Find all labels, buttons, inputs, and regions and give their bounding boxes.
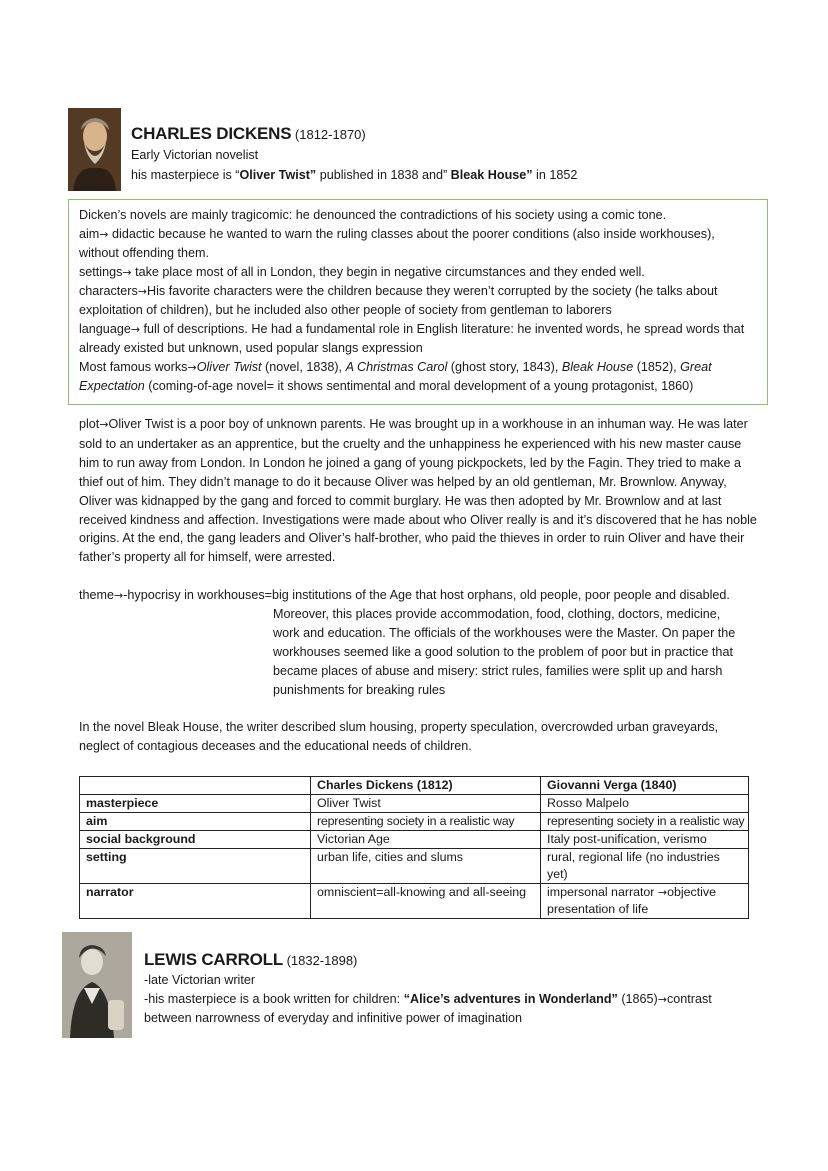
arrow-icon: →: [99, 418, 109, 431]
arrow-icon: →: [137, 285, 148, 298]
carroll-heading: [144, 950, 357, 971]
language-text: full of descriptions. He had a fundamental role in English literature: he invented words, he spread words that already existed but unknown, used popular slangs expression: [79, 322, 745, 355]
plot-text: Oliver Twist is a poor boy of unknown parents. He was brought up in a workhouse in an inhuman way. He was later sold to an undertaker as an apprentice, but the cruelty and the unhappiness he experienced with his new master cause him to run away from London. In London he joined a gang of young pickpockets, led by the Fagin. They tried to make a thief out of him. They didn’t manage to do it because Oliver was helped by an old gentleman, Mr. Brownlow. Anyway, Oliver was kidnapped by the gang and forced to commit burglary. He was then adopted by Mr. Brownlow and at last received kindness and affection. Investigations were made about who Oliver really is and it’s discovered that he has noble origins. At the end, the gang leaders and Oliver’s half-brother, who paid the thieves in order to ruin Oliver and have their father’s property all for himself, were arrested.: [79, 417, 757, 565]
carroll-line-end: contrast between narrowness of everyday and infinitive power of imagination: [144, 992, 712, 1025]
dickens-masterpiece: [131, 166, 577, 185]
carroll-masterpiece: [144, 990, 724, 1028]
table-cell: Oliver Twist: [311, 795, 541, 813]
carroll-title: “Alice’s adventures in Wonderland”: [403, 992, 618, 1006]
arrow-icon: →: [130, 323, 141, 336]
table-cell: Rosso Malpelo: [541, 795, 749, 813]
table-cell: Italy post-unification, verismo: [541, 831, 749, 849]
characters-label: characters: [79, 284, 138, 298]
aim-label: aim: [79, 227, 100, 241]
aim-text: didactic because he wanted to warn the ruling classes about the poorer conditions (also inside workhouses), without offending them.: [79, 227, 715, 260]
carroll-prefix: -his masterpiece is a book written for children:: [144, 992, 404, 1006]
arrow-icon: →: [114, 589, 124, 602]
arrow-icon: →: [122, 266, 132, 279]
table-cell: social background: [80, 831, 311, 849]
dickens-summary-box: [68, 199, 768, 405]
works-label: Most famous works: [79, 360, 188, 374]
dickens-subtitle: Early Victorian novelist: [131, 148, 259, 162]
work-oliver-twist: Oliver Twist: [196, 360, 262, 374]
plot-paragraph: [79, 415, 759, 567]
narrator-verga-a: impersonal narrator: [547, 885, 658, 899]
work-note: (novel, 1838),: [261, 360, 346, 374]
table-row: [80, 795, 749, 813]
table-cell: masterpiece: [80, 795, 311, 813]
masterpiece-suffix: in 1852: [532, 168, 578, 182]
arrow-icon: →: [657, 886, 668, 899]
characters-text: His favorite characters were the children because they weren’t corrupted by the society (he talks about exploitation of children), but he included also other people of society from gentleman to laborers: [79, 284, 718, 317]
table-header: Charles Dickens (1812): [311, 777, 541, 795]
arrow-icon: →: [187, 361, 197, 374]
masterpiece-prefix: his masterpiece is “: [131, 168, 240, 182]
table-cell: [541, 884, 749, 919]
settings-text: take place most of all in London, they begin in negative circumstances and they ended well.: [131, 265, 645, 279]
work-note: (ghost story, 1843),: [447, 360, 562, 374]
table-cell: urban life, cities and slums: [311, 849, 541, 884]
table-cell: representing society in a realistic way: [541, 813, 749, 831]
table-cell: omniscient=all-knowing and all-seeing: [311, 884, 541, 919]
masterpiece-bleak: Bleak House”: [450, 168, 533, 182]
settings-label: settings: [79, 265, 123, 279]
dickens-heading: [131, 124, 366, 145]
carroll-subtitle: -late Victorian writer: [144, 973, 256, 987]
theme-continuation: Moreover, this places provide accommodation, food, clothing, doctors, medicine, work and education. The officials of the workhouses were the Master. On paper the workhouses seemed like a good solution to the problem of poor but in practice that became places of abuse and misery: strict rules, families were split up and harsh punishments for breaking rules: [273, 607, 736, 697]
table-cell: setting: [80, 849, 311, 884]
work-bleak-house: Bleak House: [561, 360, 634, 374]
plot-label: plot: [79, 417, 100, 431]
table-row: [80, 813, 749, 831]
theme-first-line: [79, 586, 759, 605]
work-christmas-carol: A Christmas Carol: [345, 360, 448, 374]
bleak-house-paragraph: In the novel Bleak House, the writer described slum housing, property speculation, overcrowded urban graveyards, neglect of contagious deceases and the educational needs of children.: [79, 720, 719, 753]
carroll-years: (1832-1898): [286, 953, 358, 968]
table-header-row: [80, 777, 749, 795]
work-note: (1852),: [633, 360, 681, 374]
table-row: [80, 849, 749, 884]
comparison-table: [79, 776, 749, 919]
table-row: [80, 884, 749, 919]
carroll-name: LEWIS CARROLL: [144, 950, 284, 969]
box-characters: [79, 282, 757, 320]
box-intro: Dicken’s novels are mainly tragicomic: he denounced the contradictions of his society using a comic tone.: [79, 208, 667, 222]
table-row: [80, 831, 749, 849]
table-cell: aim: [80, 813, 311, 831]
table-cell: Victorian Age: [311, 831, 541, 849]
masterpiece-oliver: Oliver Twist”: [239, 168, 317, 182]
theme-label: theme: [79, 588, 115, 602]
language-label: language: [79, 322, 131, 336]
masterpiece-mid: published in 1838 and”: [316, 168, 451, 182]
arrow-icon: →: [657, 993, 667, 1006]
table-cell: representing society in a realistic way: [311, 813, 541, 831]
theme-first: -hypocrisy in workhouses=big institutions of the Age that host orphans, old people, poor people and disabled.: [123, 588, 730, 602]
box-settings: [79, 263, 757, 282]
table-header: [80, 777, 311, 795]
dickens-name: CHARLES DICKENS: [131, 124, 292, 143]
work-great-expectation: Great Expectation: [79, 360, 712, 393]
box-aim: [79, 225, 757, 263]
dickens-years: (1812-1870): [294, 127, 366, 142]
carroll-suffix: (1865): [617, 992, 658, 1006]
carroll-portrait: [62, 932, 132, 1038]
work-note: (coming-of-age novel= it shows sentimental and moral development of a young protagonist, 1860): [144, 379, 694, 393]
arrow-icon: →: [99, 228, 109, 241]
table-cell: rural, regional life (no industries yet): [541, 849, 749, 884]
narrator-verga-b: objective presentation of life: [547, 885, 716, 916]
box-works: [79, 358, 757, 396]
dickens-portrait: [68, 108, 121, 191]
box-language: [79, 320, 757, 358]
table-cell: narrator: [80, 884, 311, 919]
table-header: Giovanni Verga (1840): [541, 777, 749, 795]
